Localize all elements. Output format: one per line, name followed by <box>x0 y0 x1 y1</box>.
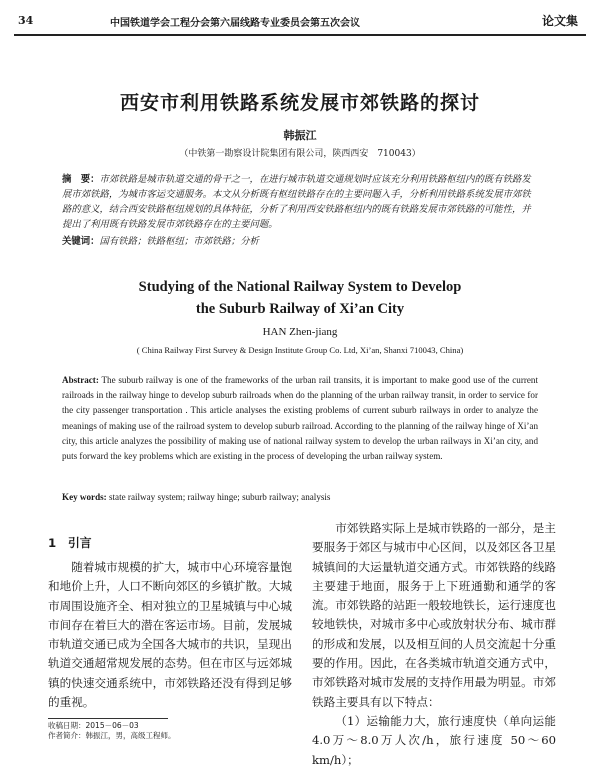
english-title-line2: the Suburb Railway of Xi’an City <box>195 301 405 317</box>
footnote <box>48 721 176 741</box>
chinese-keywords <box>62 233 538 247</box>
left-column <box>48 558 292 712</box>
english-affiliation: ( China Railway First Survey & Design Institute Group Co. Ltd, Xi’an, Shanxi 710043, China) <box>136 345 464 355</box>
english-abstract <box>62 373 538 464</box>
page-number: 34 <box>18 14 34 27</box>
intro-paragraph: 随着城市规模的扩大，城市中心环境容量饱和地价上升，人口不断向郊区的乡镇扩散。大城市周围设施齐全、相对独立的卫星城镇与中心城市间存在着巨大的潜在客运市场。目前，发展城市轨道交通已成为全国各大城市的共识，呈现出轨道交通超常规发展的态势。但在市区与远郊城镇的快速交通系统中，市郊铁路还没有得到足够的重视。 <box>48 560 292 710</box>
english-abstract-text: The suburb railway is one of the frameworks of the urban rail transits, it is important to make good use of the current railroads in the railway hinge to develop suburb railroads when do the planning of the urban railway transit, in order to service for the city passenger transportation . This article analyses the existing problems of current suburb railways in order to analyze the meanings of making use of the railroad system to develop suburb railroad. According to the planning of the railway hinge of Xi’an city, this article analyzes the possibility of making use of national railway system to develop the urban railways in Xi’an city, and puts forward the key problems which are existing in the process of developing the urban railway system. <box>62 375 538 462</box>
section-heading-introduction: 1 引言 <box>48 536 92 550</box>
footnote-rule <box>48 718 168 719</box>
english-title-line1: Studying of the National Railway System to Develop <box>138 279 462 295</box>
english-abstract-label: Abstract: <box>62 375 99 385</box>
chinese-abstract-label: 摘 要： <box>62 174 100 185</box>
chinese-title: 西安市利用铁路系统发展市郊铁路的探讨 <box>119 92 480 114</box>
english-title <box>0 276 600 320</box>
chinese-abstract <box>62 172 538 232</box>
chinese-keywords-label: 关键词： <box>62 236 100 247</box>
chinese-affiliation: （中铁第一勘察设计院集团有限公司，陕西西安 710043） <box>179 149 421 159</box>
running-header-conference: 中国铁道学会工程分会第六届线路专业委员会第五次会议 <box>110 18 360 29</box>
english-keywords <box>62 492 538 502</box>
footnote-received-date: 收稿日期：2015－06－03 <box>48 721 139 730</box>
chinese-author: 韩振江 <box>283 129 317 142</box>
footnote-author-intro: 作者简介：韩振江，男，高级工程师。 <box>48 731 176 740</box>
running-header-section: 论文集 <box>541 14 578 28</box>
chinese-keywords-text: 国有铁路；铁路枢纽；市郊铁路；分析 <box>99 236 259 247</box>
english-keywords-text: state railway system; railway hinge; suburb railway; analysis <box>106 492 331 502</box>
english-author: HAN Zhen-jiang <box>262 326 338 338</box>
feature-item-1: （1）运输能力大，旅行速度快（单向运能 4.0万～8.0万人次/h，旅行速度 50～60 km/h）； <box>312 713 556 767</box>
chinese-abstract-text: 市郊铁路是城市轨道交通的骨干之一，在进行城市轨道交通规划时应该充分利用铁路枢纽内的既有铁路发展市郊铁路，为城市客运交通服务。本文从分析既有枢纽铁路存在的主要问题入手，分析利用铁路系统发展市郊铁路的意义，结合西安铁路枢纽规划的具体特征，分析了利用西安铁路枢纽内的既有铁路发展市郊铁路的可能性，并提出了利用既有铁路发展市郊铁路存在的主要问题。 <box>62 174 531 230</box>
header-rule <box>14 34 586 36</box>
suburb-railway-paragraph: 市郊铁路实际上是城市铁路的一部分，是主要服务于郊区与城市中心区间，以及郊区各卫星城镇间的大运量轨道交通方式。市郊铁路的线路主要建于地面，服务于上下班通勤和通学的客流。市郊铁路的站距一般较地铁长，运行速度也较地铁快，对城市多中心或放射状分布、城市群的形成和发展，以及相互间的人员交流起十分重要的作用。因此，在各类城市轨道交通方式中，市郊铁路对城市发展的支持作用最为明显。市郊铁路主要具有以下特点： <box>312 521 556 709</box>
english-keywords-label: Key words: <box>62 492 107 502</box>
right-column <box>312 519 556 770</box>
